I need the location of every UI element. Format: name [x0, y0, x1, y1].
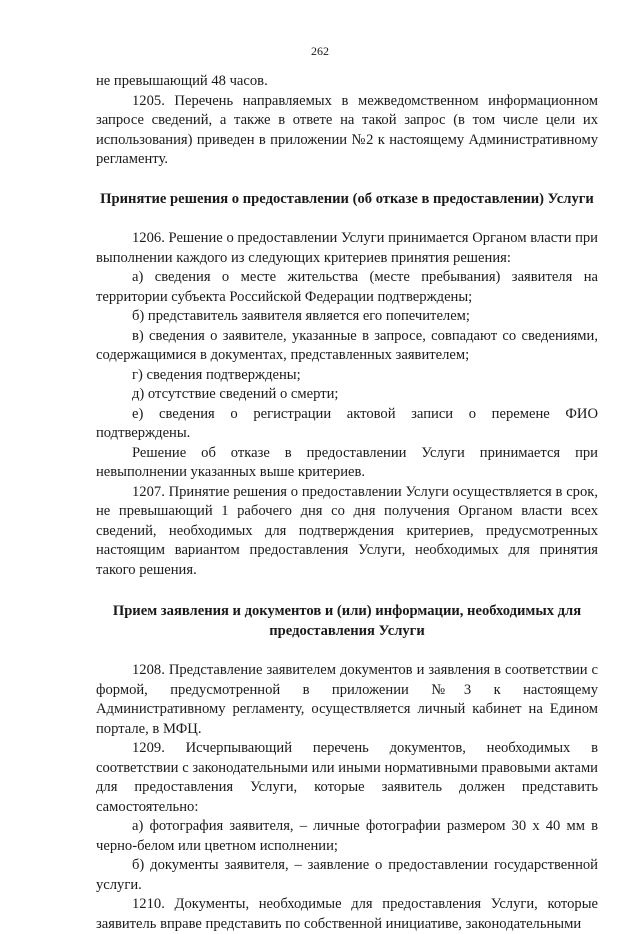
paragraph: не превышающий 48 часов. — [96, 73, 268, 89]
document-body — [96, 72, 598, 934]
paragraph: 1207. Принятие решения о предоставлении Услуги осуществляется в срок, не превышающий 1 рабочего дня со дня получения Органом власти всех сведений, необходимых для подтверждения критериев, предусмотренных настоящим вариантом предоставления Услуги, необходимых для принятия такого решения. — [96, 483, 598, 578]
list-item: а) сведения о месте жительства (месте пребывания) заявителя на территории субъекта Российской Федерации подтверждены; — [96, 269, 598, 305]
list-item: г) сведения подтверждены; — [132, 366, 301, 383]
paragraph: 1206. Решение о предоставлении Услуги принимается Органом власти при выполнении каждого из следующих критериев принятия решения: — [96, 230, 598, 266]
section-heading: Принятие решения о предоставлении (об отказе в предоставлении) Услуги — [100, 190, 594, 207]
list-item: д) отсутствие сведений о смерти; — [132, 386, 339, 402]
list-item: б) документы заявителя, – заявление о предоставлении государственной услуги. — [96, 857, 598, 893]
section-heading: Прием заявления и документов и (или) информации, необходимых для предоставления Услуги — [112, 603, 582, 639]
list-item: б) представитель заявителя является его попечителем; — [132, 308, 470, 324]
paragraph: Решение об отказе в предоставлении Услуги принимается при невыполнении указанных выше критериев. — [96, 444, 598, 480]
page-number: 262 — [311, 44, 329, 58]
paragraph: 1210. Документы, необходимые для предоставления Услуги, которые заявитель вправе представить по собственной инициативе, законодательными — [96, 896, 598, 932]
list-item: е) сведения о регистрации актовой записи о перемене ФИО подтверждены. — [96, 405, 598, 441]
list-item: а) фотография заявителя, – личные фотографии размером 30 х 40 мм в черно-белом или цветном исполнении; — [96, 818, 598, 854]
paragraph: 1209. Исчерпывающий перечень документов, необходимых в соответствии с законодательными или иными нормативными правовыми актами для предоставления Услуги, которые заявитель должен представить самостоятельно: — [96, 740, 598, 815]
paragraph: 1208. Представление заявителем документов и заявления в соответствии с формой, предусмотренной в приложении №3 к настоящему Административному регламенту, осуществляется личный кабинет на Едином портале, в МФЦ. — [96, 662, 598, 737]
paragraph: 1205. Перечень направляемых в межведомственном информационном запросе сведений, а также в ответе на такой запрос (в том числе цели их использования) приведен в приложении №2 к настоящему Административному регламенту. — [96, 92, 598, 167]
list-item: в) сведения о заявителе, указанные в запросе, совпадают со сведениями, содержащимися в документах, представленных заявителем; — [96, 327, 598, 363]
